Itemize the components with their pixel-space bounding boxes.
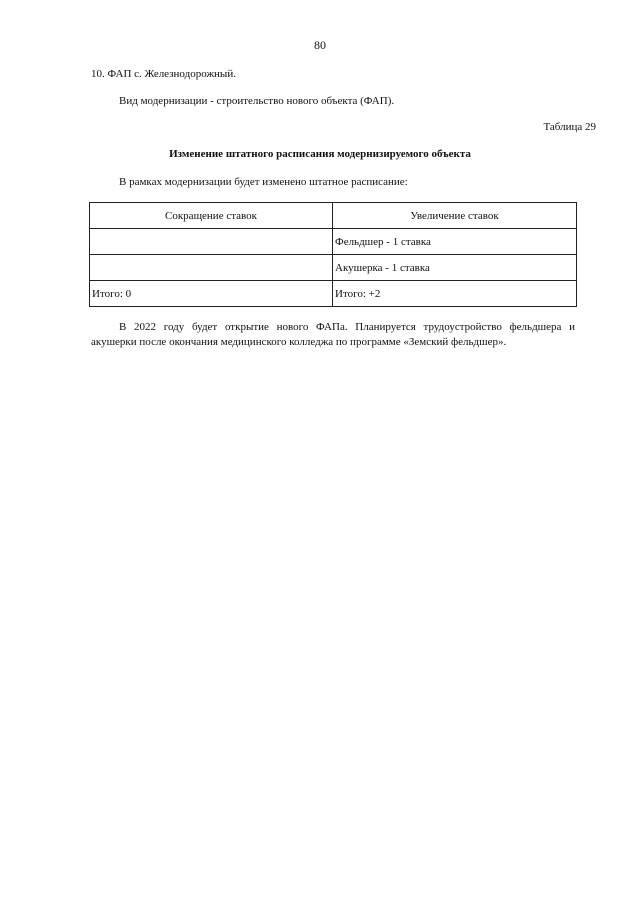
header-reduction: Сокращение ставок — [90, 203, 333, 229]
table-cell: Акушерка - 1 ставка — [333, 255, 577, 281]
total-increase: Итого: +2 — [333, 281, 577, 307]
header-increase: Увеличение ставок — [333, 203, 577, 229]
staff-table — [89, 202, 577, 307]
section-heading: 10. ФАП с. Железнодорожный. — [91, 68, 236, 80]
table-title: Изменение штатного расписания модернизируемого объекта — [169, 148, 471, 160]
conclusion-line-1: В 2022 году будет открытие нового ФАПа. Планируется трудоустройство фельдшера и — [119, 321, 575, 333]
table-header-row — [90, 203, 577, 229]
conclusion-line-2: акушерки после окончания медицинского колледжа по программе «Земский фельдшер». — [91, 336, 507, 348]
conclusion-paragraph — [91, 320, 575, 350]
table-cell: Фельдшер - 1 ставка — [333, 229, 577, 255]
table-row — [90, 255, 577, 281]
modernization-type: Вид модернизации - строительство нового объекта (ФАП). — [119, 95, 395, 107]
table-label: Таблица 29 — [543, 121, 596, 133]
table-row-total — [90, 281, 577, 307]
table-row — [90, 229, 577, 255]
table-cell — [90, 255, 333, 281]
table-intro: В рамках модернизации будет изменено штатное расписание: — [119, 176, 408, 188]
table-cell — [90, 229, 333, 255]
page-number: 80 — [314, 38, 326, 52]
total-reduction: Итого: 0 — [90, 281, 333, 307]
